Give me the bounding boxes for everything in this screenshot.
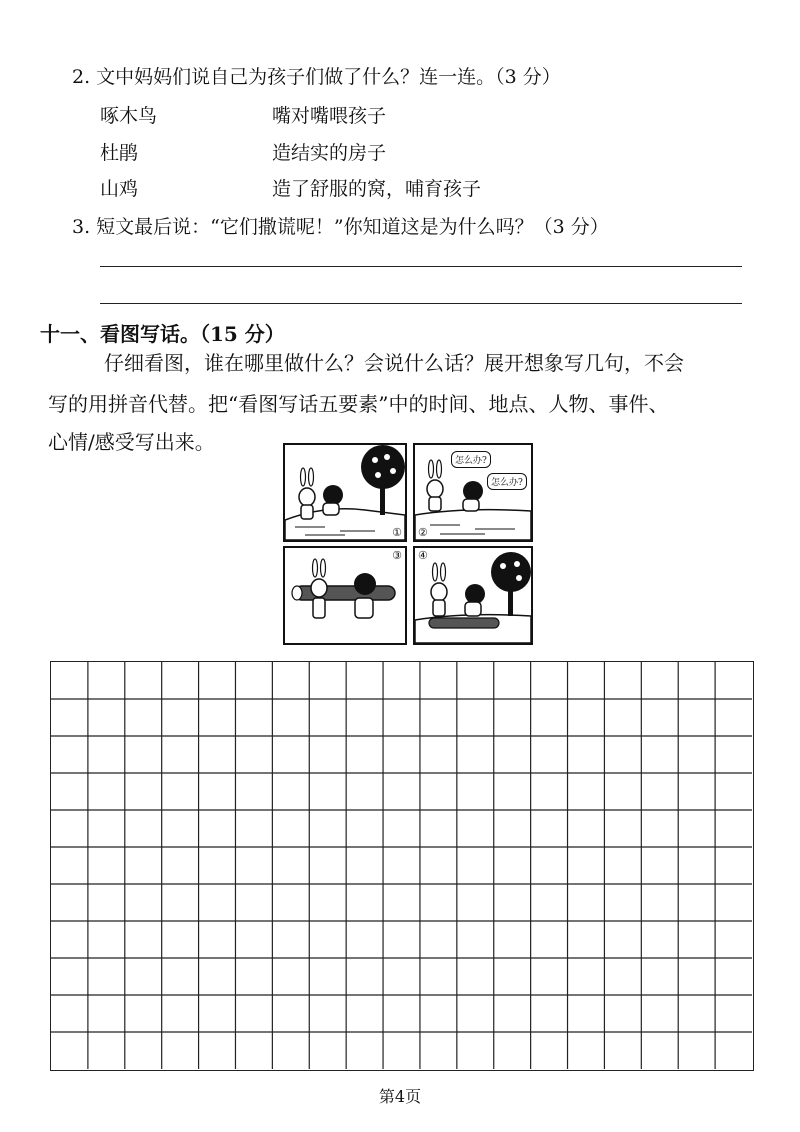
comic-panel-3 <box>283 546 407 645</box>
instruction-line-3: 心情/感受写出来。 <box>48 430 215 454</box>
answer-line[interactable] <box>100 303 742 304</box>
question-2: 2. 文中妈妈们说自己为孩子们做了什么？连一连。（3 分） <box>72 66 561 88</box>
instruction-line-2: 写的用拼音代替。把“看图写话五要素”中的时间、地点、人物、事件、 <box>48 392 669 416</box>
q2-left-item: 山鸡 <box>100 178 139 200</box>
question-3: 3. 短文最后说：“它们撒谎呢！”你知道这是为什么吗？（3 分） <box>72 216 609 238</box>
comic-panel-4-image <box>415 548 531 643</box>
answer-line[interactable] <box>100 266 742 267</box>
page-number: 第4页 <box>378 1087 422 1106</box>
comic-panel-4 <box>413 546 533 645</box>
writing-grid[interactable] <box>50 661 754 1071</box>
comic-panel-1 <box>283 443 407 542</box>
instruction-line-1: 仔细看图，谁在哪里做什么？会说什么话？展开想象写几句，不会 <box>104 351 684 375</box>
panel-number: ④ <box>418 549 428 562</box>
q2-right-item: 嘴对嘴喂孩子 <box>272 105 387 127</box>
section-title: 十一、看图写话。（15 分） <box>40 322 285 346</box>
q2-left-item: 啄木鸟 <box>100 105 158 127</box>
q2-right-item: 造结实的房子 <box>272 142 387 164</box>
q2-right-item: 造了舒服的窝，哺育孩子 <box>272 178 482 200</box>
writing-grid-lines <box>51 662 752 1069</box>
comic-panel-2 <box>413 443 533 542</box>
q2-left-item: 杜鹃 <box>100 142 139 164</box>
panel-number: ② <box>418 526 428 539</box>
speech-bubble: 怎么办? <box>487 473 527 490</box>
panel-number: ① <box>392 526 402 539</box>
panel-number: ③ <box>392 549 402 562</box>
comic-panel-3-image <box>285 548 405 643</box>
speech-bubble: 怎么办? <box>451 451 491 468</box>
comic-panel-1-image <box>285 445 405 540</box>
